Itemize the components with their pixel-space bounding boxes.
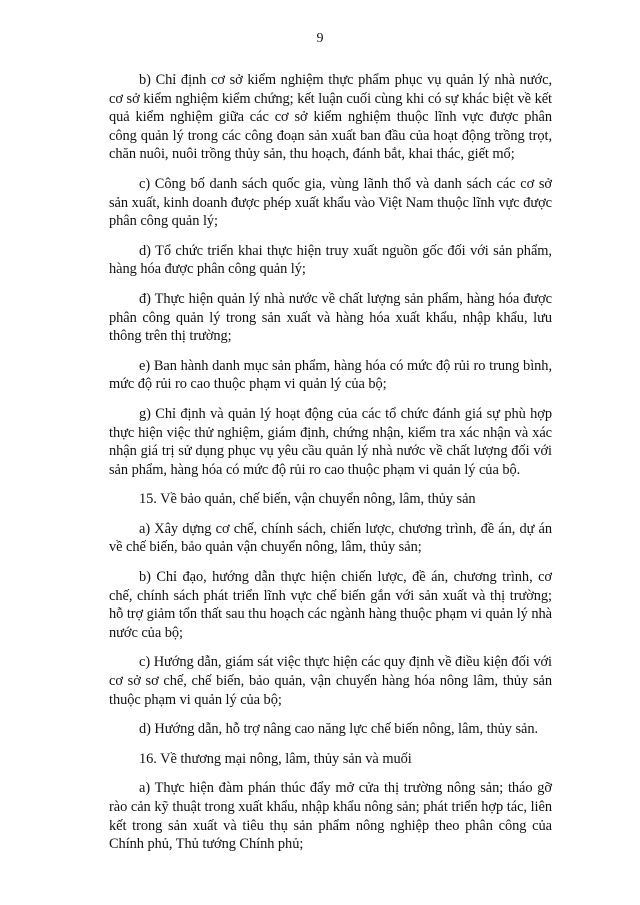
paragraph-b-food-testing: b) Chỉ định cơ sở kiểm nghiệm thực phẩm phục vụ quản lý nhà nước, cơ sở kiểm nghiệm kiểm chứng; kết luận cuối cùng khi có sự khác biệt về kết quả kiểm nghiệm giữa các cơ sở kiểm nghiệm thuộc lĩnh vực được phân công quản lý trong các công đoạn sản xuất ban đầu của hoạt động trồng trọt, chăn nuôi, nuôi trồng thủy sản, thu hoạch, đánh bắt, khai thác, giết mổ; bbox=[109, 72, 552, 163]
document-body bbox=[109, 71, 552, 865]
paragraph-d-traceability: d) Tổ chức triển khai thực hiện truy xuất nguồn gốc đối với sản phẩm, hàng hóa được phân công quản lý; bbox=[109, 242, 552, 278]
paragraph-dd-quality-management: đ) Thực hiện quản lý nhà nước về chất lượng sản phẩm, hàng hóa được phân công quản lý trong sản xuất và hàng hóa xuất khẩu, nhập khẩu, lưu thông trên thị trường; bbox=[109, 290, 552, 345]
section-heading-15: 15. Về bảo quản, chế biến, vận chuyển nông, lâm, thủy sản bbox=[139, 491, 476, 508]
paragraph-16a-negotiation: a) Thực hiện đàm phán thúc đẩy mở cửa thị trường nông sản; tháo gỡ rào cản kỹ thuật trong xuất khẩu, nhập khẩu nông sản; phát triển hợp tác, liên kết trong sản xuất và tiêu thụ sản phẩm nông nghiệp theo phân công của Chính phủ, Thủ tướng Chính phủ; bbox=[109, 780, 552, 853]
paragraph-e-risk-list: e) Ban hành danh mục sản phẩm, hàng hóa có mức độ rủi ro trung bình, mức độ rủi ro cao thuộc phạm vi quản lý của bộ; bbox=[109, 357, 552, 393]
paragraph-15c-supervision: c) Hướng dẫn, giám sát việc thực hiện các quy định về điều kiện đối với cơ sở sơ chế, chế biến, bảo quản, vận chuyển hàng hóa nông lâm, thủy sản thuộc phạm vi quản lý của bộ; bbox=[109, 654, 552, 708]
page-number: 9 bbox=[316, 31, 324, 46]
paragraph-15b-direction: b) Chỉ đạo, hướng dẫn thực hiện chiến lược, đề án, chương trình, cơ chế, chính sách phát triển lĩnh vực chế biến gắn với sản xuất và thị trường; hỗ trợ giảm tổn thất sau thu hoạch các ngành hàng thuộc phạm vi quản lý nhà nước của bộ; bbox=[109, 569, 552, 641]
paragraph-15d-capacity: d) Hướng dẫn, hỗ trợ nâng cao năng lực chế biến nông, lâm, thủy sản. bbox=[139, 721, 539, 738]
paragraph-c-export-list: c) Công bố danh sách quốc gia, vùng lãnh thổ và danh sách các cơ sở sản xuất, kinh doanh được phép xuất khẩu vào Việt Nam thuộc lĩnh vực được phân công quản lý; bbox=[109, 175, 552, 230]
section-heading-16: 16. Về thương mại nông, lâm, thủy sản và muối bbox=[139, 750, 412, 767]
paragraph-g-conformity-bodies: g) Chỉ định và quản lý hoạt động của các tổ chức đánh giá sự phù hợp thực hiện việc thử nghiệm, giám định, chứng nhận, kiểm tra xác nhận và xác nhận giá trị sử dụng phục vụ yêu cầu quản lý nhà nước về chất lượng đối với sản phẩm, hàng hóa có mức độ rủi ro cao thuộc phạm vi quản lý của bộ. bbox=[109, 405, 552, 478]
paragraph-15a-policy: a) Xây dựng cơ chế, chính sách, chiến lược, chương trình, đề án, dự án về chế biến, bảo quản vận chuyển nông, lâm, thủy sản; bbox=[109, 520, 552, 556]
